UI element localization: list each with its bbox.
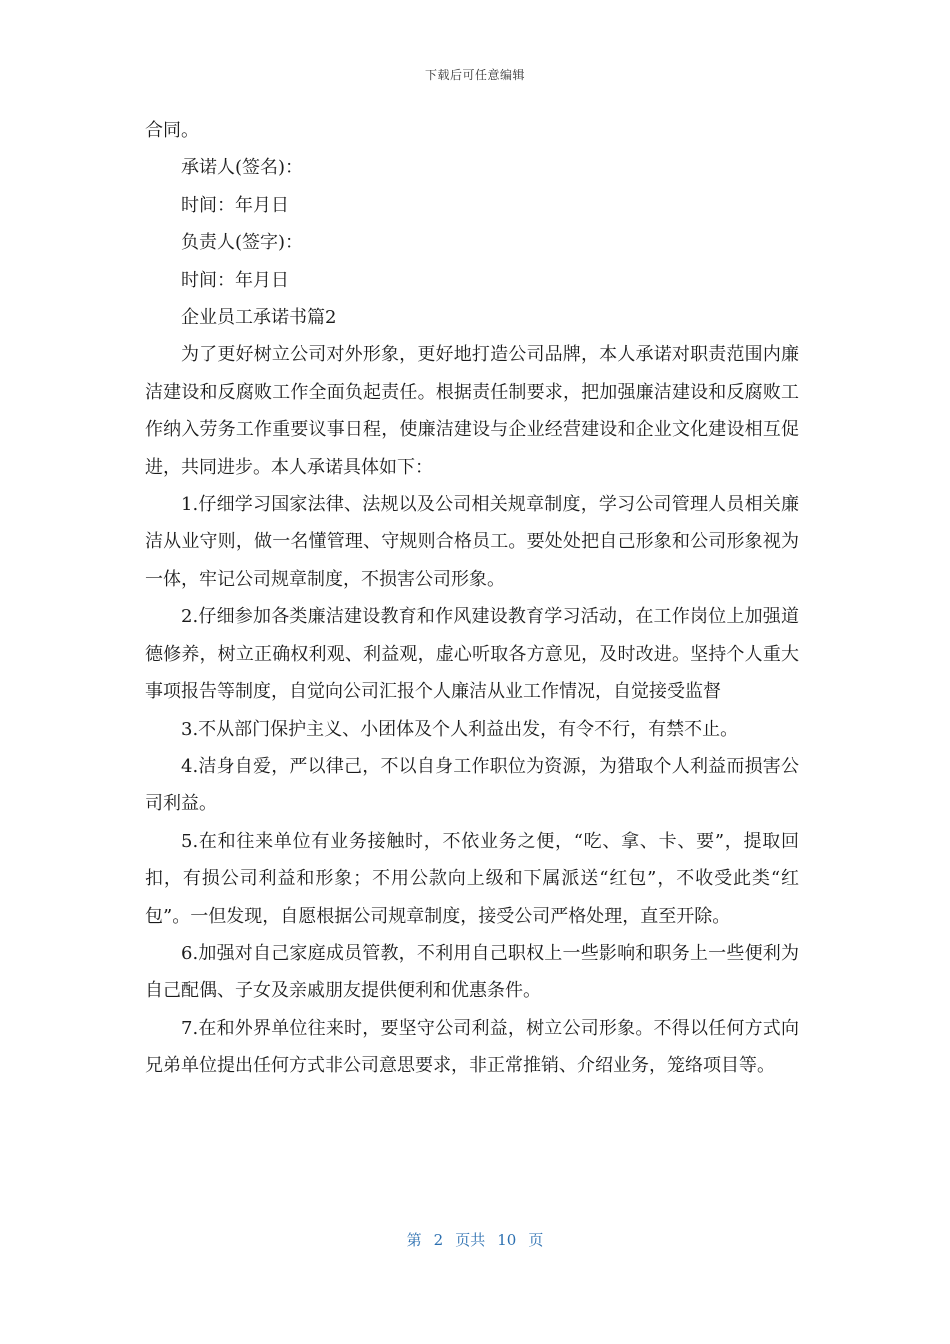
- section-title: 企业员工承诺书篇2: [181, 307, 337, 329]
- date-line: 时间：年月日: [181, 194, 289, 216]
- signature-line: 承诺人(签名)：: [181, 157, 304, 179]
- list-item: 3.不从部门保护主义、小团体及个人利益出发，有令不行，有禁不止。: [181, 718, 739, 740]
- footer-prefix: 第: [406, 1231, 422, 1249]
- list-item: 6.加强对自己家庭成员管教，不利用自己职权上一些影响和职务上一些便利为自己配偶、子女及亲戚朋友提供便利和优惠条件。: [145, 942, 799, 1002]
- footer-suffix: 页: [528, 1231, 544, 1249]
- total-pages: 10: [497, 1231, 517, 1249]
- paragraph: 合同。: [145, 120, 199, 141]
- list-item: 2.仔细参加各类廉洁建设教育和作风建设教育学习活动，在工作岗位上加强道德修养，树立正确权利观、利益观，虚心听取各方意见，及时改进。坚持个人重大事项报告等制度，自觉向公司汇报个人廉洁从业工作情况，自觉接受监督: [145, 606, 799, 703]
- document-body: [145, 112, 799, 1085]
- date-line: 时间：年月日: [181, 269, 289, 291]
- page-number: 2: [433, 1231, 444, 1249]
- list-item: 5.在和往来单位有业务接触时，不依业务之便，“吃、拿、卡、要”，提取回扣，有损公司利益和形象；不用公款向上级和下属派送“红包”，不收受此类“红包”。一但发现，自愿根据公司规章制度，接受公司严格处理，直至开除。: [145, 830, 799, 927]
- signature-line: 负责人(签字)：: [181, 232, 304, 254]
- list-item: 1.仔细学习国家法律、法规以及公司相关规章制度，学习公司管理人员相关廉洁从业守则，做一名懂管理、守规则合格员工。要处处把自己形象和公司形象视为一体，牢记公司规章制度，不损害公司形象。: [145, 494, 799, 590]
- footer-middle: 页共: [455, 1231, 486, 1249]
- paragraph: 为了更好树立公司对外形象，更好地打造公司品牌，本人承诺对职责范围内廉洁建设和反腐败工作全面负起责任。根据责任制要求，把加强廉洁建设和反腐败工作纳入劳务工作重要议事日程，使廉洁建设与企业经营建设和企业文化建设相互促进，共同进步。本人承诺具体如下：: [145, 344, 799, 478]
- page-footer: [0, 1229, 950, 1250]
- list-item: 7.在和外界单位往来时，要坚守公司利益，树立公司形象。不得以任何方式向兄弟单位提出任何方式非公司意思要求，非正常推销、介绍业务，笼络项目等。: [145, 1017, 799, 1077]
- list-item: 4.洁身自爱，严以律己，不以自身工作职位为资源，为猎取个人利益而损害公司利益。: [145, 755, 799, 815]
- page-header: 下载后可任意编辑: [424, 68, 525, 82]
